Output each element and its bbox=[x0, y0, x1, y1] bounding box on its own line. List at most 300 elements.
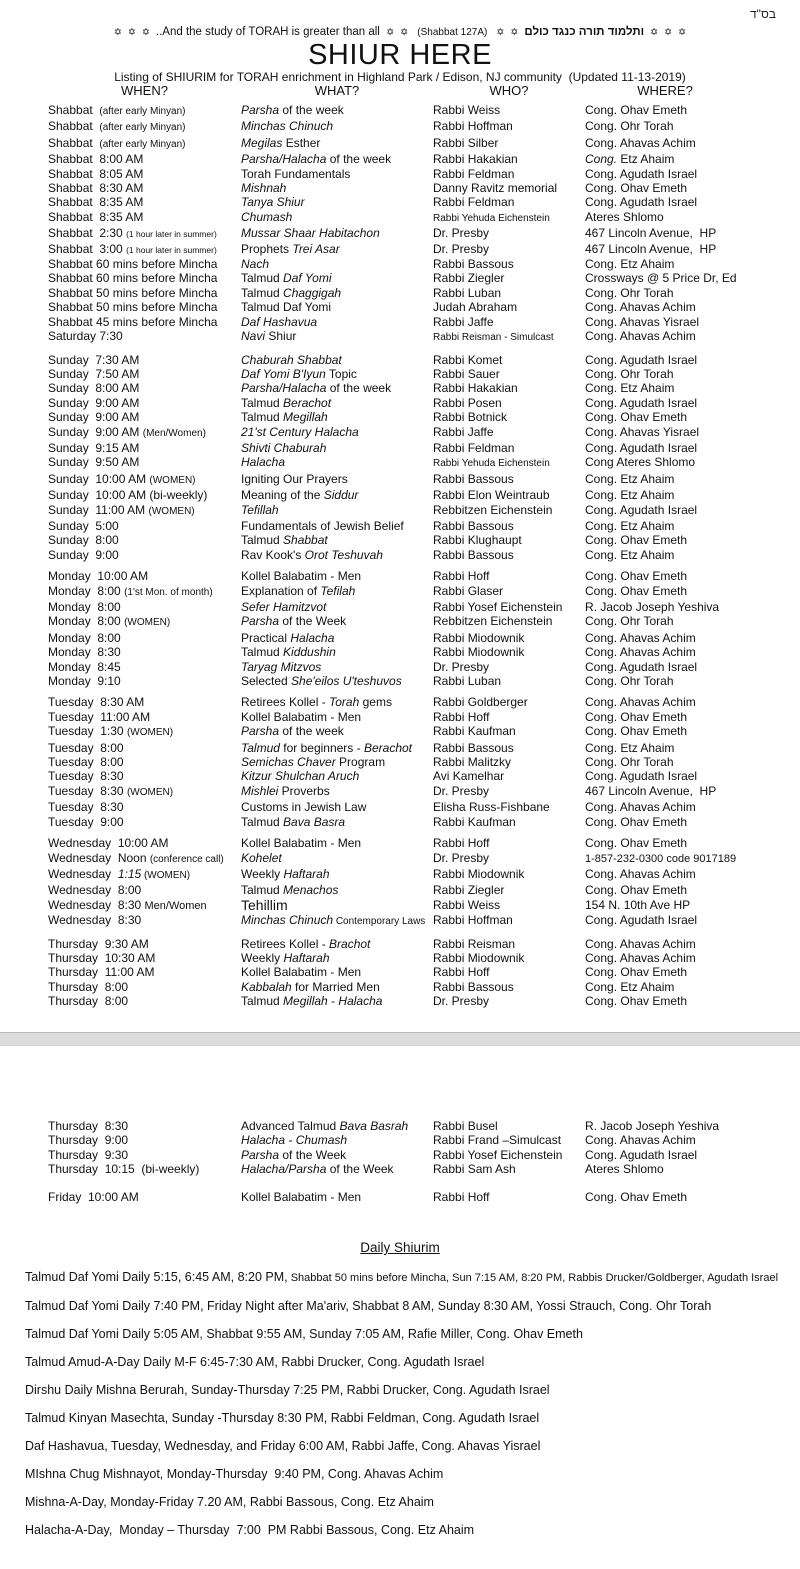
cell-where: Cong. Ohav Emeth bbox=[585, 709, 688, 724]
text-segment: Shabbat bbox=[48, 103, 100, 117]
shiur-row bbox=[48, 1133, 800, 1147]
cell-who: Rabbi Hakakian bbox=[433, 152, 518, 167]
cell-who: Rabbi Yosef Eichenstein bbox=[433, 600, 563, 614]
cell-who: Rabbi Botnick bbox=[433, 410, 508, 425]
cell-when: Tuesday 8:00 bbox=[48, 755, 124, 770]
cell-what: Kollel Balabatim - Men bbox=[241, 569, 362, 584]
cell-what bbox=[241, 103, 433, 119]
daily-shiur-line: Talmud Kinyan Masechta, Sunday -Thursday 8:30 PM, Rabbi Feldman, Cong. Agudath Israel bbox=[25, 1411, 540, 1426]
shiur-row bbox=[48, 210, 800, 226]
text-segment: (WOMEN) bbox=[126, 727, 174, 739]
text-segment: Selected bbox=[241, 674, 292, 689]
cell-who: Rabbi Luban bbox=[433, 674, 502, 689]
text-segment: Monday 8:00 bbox=[48, 614, 125, 629]
cell-where bbox=[585, 851, 800, 867]
cell-what: Torah Fundamentals bbox=[241, 166, 351, 181]
shiur-row bbox=[48, 226, 800, 241]
cell-where: Cong. Agudath Israel bbox=[585, 659, 698, 674]
text-segment: of the week bbox=[279, 724, 344, 739]
cell-who: Rabbi Komet bbox=[433, 352, 503, 367]
shiur-row bbox=[48, 1148, 800, 1162]
cell-where: Cong. Ohav Emeth bbox=[585, 410, 688, 425]
daily-shiur-line: Dirshu Daily Mishna Berurah, Sunday-Thursday 7:25 PM, Rabbi Drucker, Cong. Agudath Israel bbox=[25, 1383, 550, 1398]
cell-who: Dr. Presby bbox=[433, 241, 490, 256]
cell-where: Cong. Ahavas Achim bbox=[585, 630, 696, 645]
text-segment: (1 hour later in summer) bbox=[126, 229, 217, 240]
cell-where: 467 Lincoln Avenue, HP bbox=[585, 226, 717, 241]
cell-who: Rabbi Reisman bbox=[433, 936, 516, 951]
text-segment: Megillah bbox=[283, 994, 328, 1009]
star-of-david-icon: ✡ ✡ bbox=[487, 27, 525, 38]
text-segment: of the week bbox=[326, 152, 392, 167]
text-segment: Talmud bbox=[241, 533, 284, 548]
cell-where: Cong. Agudath Israel bbox=[585, 195, 698, 210]
shiur-row bbox=[48, 994, 800, 1008]
shiur-row bbox=[48, 569, 800, 583]
text-segment: Cong. bbox=[585, 152, 618, 167]
cell-when bbox=[48, 898, 241, 913]
page-break-separator bbox=[0, 1032, 800, 1046]
day-group bbox=[48, 103, 800, 346]
text-segment: (WOMEN) bbox=[149, 474, 196, 486]
text-segment: of the week bbox=[326, 381, 392, 396]
text-segment: Topic bbox=[325, 366, 357, 381]
cell-what bbox=[241, 119, 433, 135]
shiur-row bbox=[48, 329, 800, 345]
cell-where: Ateres Shlomo bbox=[585, 1162, 664, 1177]
cell-what bbox=[241, 503, 433, 519]
shiur-row bbox=[48, 614, 800, 630]
text-segment: Kitzur Shulchan Aruch bbox=[241, 769, 360, 784]
text-segment: Navi bbox=[241, 329, 266, 344]
cell-when bbox=[48, 226, 241, 241]
cell-where: Cong. Ohav Emeth bbox=[585, 724, 688, 739]
cell-what bbox=[241, 396, 433, 410]
day-group bbox=[48, 695, 800, 829]
text-segment: Talmud bbox=[241, 285, 284, 300]
shiur-row bbox=[48, 519, 800, 533]
cell-what bbox=[241, 271, 433, 285]
shiur-row bbox=[48, 631, 800, 645]
cell-when: Shabbat 8:00 AM bbox=[48, 152, 144, 167]
text-segment: Tefilah bbox=[320, 583, 356, 598]
cell-who: Avi Kamelhar bbox=[433, 769, 505, 784]
cell-when bbox=[48, 136, 241, 152]
cell-who: Rabbi Silber bbox=[433, 135, 499, 150]
daily-shiur-line: Daf Hashavua, Tuesday, Wednesday, and Friday 6:00 AM, Rabbi Jaffe, Cong. Ahavas Yisrael bbox=[25, 1439, 541, 1454]
cell-who: Rabbi Weiss bbox=[433, 103, 501, 117]
cell-what bbox=[241, 645, 433, 659]
cell-what: Kollel Balabatim - Men bbox=[241, 709, 362, 724]
text-segment: Monday 8:00 bbox=[48, 583, 125, 598]
shiur-row bbox=[48, 800, 800, 814]
cell-who: Rabbi Bassous bbox=[433, 518, 514, 533]
text-segment: Wednesday Noon bbox=[48, 850, 150, 865]
cell-when: Sunday 10:00 AM (bi-weekly) bbox=[48, 488, 208, 503]
cell-who: Rebbitzen Eichenstein bbox=[433, 614, 553, 629]
cell-when bbox=[48, 103, 241, 119]
cell-who: Rabbi Glaser bbox=[433, 583, 504, 598]
cell-what bbox=[241, 741, 433, 755]
cell-when: Monday 10:00 AM bbox=[48, 569, 149, 584]
shiur-row bbox=[48, 1162, 800, 1176]
text-segment: She'eilos U'teshuvos bbox=[291, 674, 402, 689]
shiur-row bbox=[48, 724, 800, 740]
shiur-row bbox=[48, 136, 800, 152]
daily-shiur-line: MIshna Chug Mishnayot, Monday-Thursday 9:40 PM, Cong. Ahavas Achim bbox=[25, 1467, 444, 1482]
cell-who: Rabbi Bassous bbox=[433, 471, 514, 486]
cell-who: Rabbi Miodownik bbox=[433, 645, 525, 660]
cell-what bbox=[241, 724, 433, 740]
cell-what bbox=[241, 913, 433, 929]
text-segment: (after early Minyan) bbox=[99, 106, 186, 117]
cell-what bbox=[241, 488, 433, 502]
page-title: SHIUR HERE bbox=[308, 39, 492, 71]
cell-where: Cong. Etz Ahaim bbox=[585, 488, 675, 503]
text-segment: Explanation of bbox=[241, 583, 321, 598]
cell-where: Cong. Ohav Emeth bbox=[585, 994, 688, 1009]
cell-who: Dr. Presby bbox=[433, 226, 490, 241]
text-segment: Esther bbox=[282, 135, 321, 150]
cell-what bbox=[241, 381, 433, 395]
cell-what: Igniting Our Prayers bbox=[241, 471, 348, 486]
cell-who: Rabbi Yosef Eichenstein bbox=[433, 1147, 563, 1162]
cell-who: Rabbi Klughaupt bbox=[433, 533, 522, 548]
cell-who: Rabbi Jaffe bbox=[433, 314, 494, 329]
cell-what bbox=[241, 614, 433, 630]
cell-where: Cong. Ahavas Achim bbox=[585, 645, 696, 660]
cell-where: 467 Lincoln Avenue, HP bbox=[585, 783, 717, 798]
cell-what bbox=[241, 257, 433, 271]
text-segment: Sunday 11:00 AM bbox=[48, 502, 149, 517]
shiur-row bbox=[48, 784, 800, 800]
text-segment: (WOMEN) bbox=[141, 869, 191, 881]
text-segment: 1-857-232-0300 code 9017189 bbox=[585, 852, 737, 865]
shiur-row bbox=[48, 1190, 800, 1204]
shiur-row bbox=[48, 410, 800, 424]
cell-who: Dr. Presby bbox=[433, 994, 490, 1009]
text-segment: Talmud bbox=[241, 814, 284, 829]
cell-when bbox=[48, 851, 241, 867]
cell-who: Dr. Presby bbox=[433, 659, 490, 674]
shiur-row bbox=[48, 257, 800, 271]
cell-where: Cong. Ohr Torah bbox=[585, 674, 674, 689]
cell-where: Cong. Ahavas Achim bbox=[585, 135, 696, 150]
shiur-row bbox=[48, 286, 800, 300]
cell-when: Monday 8:00 bbox=[48, 600, 121, 614]
cell-what bbox=[241, 1162, 433, 1176]
shiur-row bbox=[48, 755, 800, 769]
text-segment: Talmud bbox=[241, 271, 284, 286]
shiur-row bbox=[48, 660, 800, 674]
text-segment: Megillah bbox=[283, 410, 328, 425]
cell-what bbox=[241, 755, 433, 769]
column-header-when: WHEN? bbox=[121, 83, 168, 98]
text-segment: Shabbat bbox=[283, 533, 328, 548]
cell-who: Rabbi Kaufman bbox=[433, 724, 516, 739]
text-segment: Mishlei bbox=[241, 783, 279, 798]
cell-where: Cong. Ohav Emeth bbox=[585, 583, 688, 598]
cell-who: Dr. Presby bbox=[433, 850, 490, 865]
cell-where: Ateres Shlomo bbox=[585, 209, 664, 224]
cell-when: Shabbat 8:05 AM bbox=[48, 166, 144, 181]
cell-when bbox=[48, 503, 241, 519]
cell-when: Monday 8:45 bbox=[48, 659, 121, 674]
cell-when: Sunday 5:00 bbox=[48, 518, 119, 533]
subtitle: Listing of SHIURIM for TORAH enrichment in Highland Park / Edison, NJ community (Updated 11-13-2019) bbox=[114, 70, 686, 84]
text-segment: Torah bbox=[329, 695, 360, 710]
cell-what bbox=[241, 367, 433, 381]
shiur-row bbox=[48, 937, 800, 951]
cell-where: 467 Lincoln Avenue, HP bbox=[585, 241, 717, 256]
cell-when: Sunday 9:00 bbox=[48, 547, 119, 562]
text-segment: Proverbs bbox=[278, 783, 330, 798]
cell-what bbox=[241, 441, 433, 455]
cell-when bbox=[48, 425, 241, 441]
cell-when: Shabbat 60 mins before Mincha bbox=[48, 271, 218, 286]
cell-when bbox=[48, 784, 241, 800]
text-segment: Menachos bbox=[283, 883, 339, 898]
cell-what bbox=[241, 181, 433, 195]
cell-where: Cong. Etz Ahaim bbox=[585, 547, 675, 562]
text-segment: of the Week bbox=[279, 1147, 347, 1162]
cell-when: Tuesday 8:30 bbox=[48, 800, 124, 815]
text-segment: Shabbat 3:00 bbox=[48, 241, 127, 256]
text-segment: Berachot bbox=[363, 740, 412, 755]
cell-what: Kollel Balabatim - Men bbox=[241, 836, 362, 851]
cell-when: Sunday 9:00 AM bbox=[48, 410, 140, 425]
cell-what bbox=[241, 136, 433, 152]
text-segment: Parsha bbox=[241, 724, 280, 739]
cell-who: Rabbi Feldman bbox=[433, 440, 515, 455]
text-segment: Etz Ahaim bbox=[617, 152, 675, 167]
shiur-row bbox=[48, 181, 800, 195]
cell-who: Dr. Presby bbox=[433, 783, 490, 798]
shiur-row bbox=[48, 965, 800, 979]
shiur-row bbox=[48, 425, 800, 441]
text-segment: Program bbox=[335, 755, 386, 770]
shiur-row bbox=[48, 867, 800, 883]
shiur-row bbox=[48, 488, 800, 502]
cell-what bbox=[241, 937, 433, 951]
shiur-row bbox=[48, 548, 800, 562]
daily-shiurim-heading bbox=[0, 1240, 800, 1256]
cell-who bbox=[433, 329, 585, 345]
cell-when: Thursday 9:30 bbox=[48, 1147, 129, 1162]
text-segment: Halacha bbox=[338, 994, 383, 1009]
cell-who: Rabbi Hoffman bbox=[433, 913, 513, 928]
cell-what bbox=[241, 994, 433, 1008]
cell-where: Cong. Ohav Emeth bbox=[585, 103, 688, 117]
text-segment: Parsha bbox=[241, 614, 280, 629]
shiur-row bbox=[48, 1119, 800, 1133]
cell-what bbox=[241, 898, 433, 913]
column-header-who: WHO? bbox=[489, 83, 529, 98]
cell-when: Monday 8:30 bbox=[48, 645, 121, 660]
cell-where: Cong. Agudath Israel bbox=[585, 502, 698, 517]
cell-what: Kollel Balabatim - Men bbox=[241, 965, 362, 980]
cell-who: Rabbi Kaufman bbox=[433, 814, 516, 829]
torah-study-tagline bbox=[0, 0, 800, 38]
text-segment: Kohelet bbox=[241, 850, 282, 865]
shiur-row bbox=[48, 741, 800, 755]
cell-what bbox=[241, 769, 433, 783]
cell-when: Sunday 7:30 AM bbox=[48, 352, 140, 367]
text-segment: ותלמוד תורה כנגד כולם bbox=[524, 26, 645, 38]
cell-what bbox=[241, 1119, 433, 1133]
cell-where: Cong. Ahavas Yisrael bbox=[585, 424, 700, 439]
cell-where: Cong. Ahavas Yisrael bbox=[585, 314, 700, 329]
text-segment: (WOMEN) bbox=[124, 617, 171, 629]
cell-where: Cong. Etz Ahaim bbox=[585, 740, 675, 755]
text-segment: Minchas Chinuch bbox=[241, 913, 334, 928]
cell-who: Rabbi Bassous bbox=[433, 979, 514, 994]
text-segment: Retirees Kollel - bbox=[241, 936, 330, 951]
text-segment: Haftarah bbox=[283, 950, 330, 965]
cell-when: Thursday 10:30 AM bbox=[48, 950, 156, 965]
cell-who: Rabbi Feldman bbox=[433, 166, 515, 181]
text-segment: Rabbi Reisman - Simulcast bbox=[433, 332, 554, 344]
column-headers bbox=[0, 85, 800, 97]
cell-when: Tuesday 8:00 bbox=[48, 740, 124, 755]
cell-when: Monday 9:10 bbox=[48, 674, 121, 689]
text-segment: Chaggigah bbox=[283, 285, 342, 300]
text-segment: Wednesday bbox=[48, 866, 118, 881]
cell-when: Tuesday 9:00 bbox=[48, 814, 124, 829]
cell-where: Cong. Etz Ahaim bbox=[585, 518, 675, 533]
cell-who: Rabbi Posen bbox=[433, 395, 502, 410]
cell-when: Thursday 11:00 AM bbox=[48, 965, 155, 980]
cell-where: Cong. Ohav Emeth bbox=[585, 181, 688, 196]
cell-who bbox=[433, 210, 585, 226]
text-segment: Taryag Mitzvos bbox=[241, 659, 322, 674]
text-segment: for Married Men bbox=[291, 979, 380, 994]
cell-when: Shabbat 50 mins before Mincha bbox=[48, 300, 218, 315]
cell-when: Friday 10:00 AM bbox=[48, 1189, 139, 1204]
cell-where: Cong. Agudath Israel bbox=[585, 395, 698, 410]
text-segment: Shiur bbox=[265, 329, 297, 344]
star-of-david-icon: ✡ ✡ ✡ bbox=[113, 27, 156, 38]
shiur-row bbox=[48, 472, 800, 488]
cell-when bbox=[48, 724, 241, 740]
cell-where: Cong. Ohav Emeth bbox=[585, 836, 688, 851]
day-group bbox=[48, 1119, 800, 1177]
text-segment: Halacha bbox=[290, 630, 335, 645]
shiur-row bbox=[48, 503, 800, 519]
cell-when: Thursday 9:30 AM bbox=[48, 936, 149, 951]
cell-when bbox=[48, 614, 241, 630]
cell-who: Rabbi Weiss bbox=[433, 897, 501, 912]
shiur-table-page-2 bbox=[0, 1119, 800, 1204]
cell-when: Wednesday 10:00 AM bbox=[48, 836, 169, 851]
daily-shiur-line: Talmud Daf Yomi Daily 5:05 AM, Shabbat 9:55 AM, Sunday 7:05 AM, Rafie Miller, Cong. Ohav Emeth bbox=[25, 1327, 583, 1342]
cell-where: Cong. Ahavas Achim bbox=[585, 936, 696, 951]
text-segment: Kabbalah bbox=[241, 979, 292, 994]
text-segment: Mishnah bbox=[241, 181, 287, 196]
text-segment: for beginners - bbox=[279, 740, 364, 755]
cell-where: Cong. Agudath Israel bbox=[585, 440, 698, 455]
shiur-row bbox=[48, 674, 800, 688]
cell-who: Rabbi Bassous bbox=[433, 257, 514, 272]
cell-when bbox=[48, 242, 241, 257]
text-segment: Parsha bbox=[241, 103, 280, 117]
cell-what bbox=[241, 1133, 433, 1147]
cell-what bbox=[241, 226, 433, 241]
cell-where bbox=[585, 152, 800, 166]
shiur-row bbox=[48, 710, 800, 724]
cell-where: 154 N. 10th Ave HP bbox=[585, 897, 691, 912]
cell-when: Tuesday 8:30 AM bbox=[48, 695, 145, 710]
cell-who: Rabbi Goldberger bbox=[433, 695, 528, 710]
cell-when: Sunday 7:50 AM bbox=[48, 366, 140, 381]
cell-what bbox=[241, 867, 433, 883]
cell-where: Cong. Ohr Torah bbox=[585, 755, 674, 770]
cell-what bbox=[241, 533, 433, 547]
text-segment: Bava Basrah bbox=[339, 1119, 409, 1133]
shiur-row bbox=[48, 695, 800, 709]
text-segment: (WOMEN) bbox=[148, 505, 195, 517]
cell-what bbox=[241, 674, 433, 688]
text-segment: Talmud bbox=[241, 994, 284, 1009]
cell-where: Cong. Ahavas Achim bbox=[585, 1133, 696, 1148]
cell-what: Talmud Daf Yomi bbox=[241, 300, 332, 315]
day-group bbox=[48, 836, 800, 929]
cell-when bbox=[48, 584, 241, 600]
cell-what bbox=[241, 980, 433, 994]
shiur-row bbox=[48, 898, 800, 913]
cell-who: Rabbi Ziegler bbox=[433, 883, 505, 898]
cell-when: Shabbat 8:35 AM bbox=[48, 209, 144, 224]
cell-who: Rabbi Hoff bbox=[433, 569, 490, 584]
text-segment: Berachot bbox=[283, 395, 332, 410]
text-segment: (Shabbat 127A) bbox=[417, 27, 488, 38]
text-segment: Advanced Talmud bbox=[241, 1119, 340, 1133]
star-of-david-icon: ✡ ✡ ✡ bbox=[644, 27, 687, 38]
text-segment: Daf Yomi B'Iyun bbox=[241, 366, 326, 381]
text-segment: Retirees Kollel - bbox=[241, 695, 330, 710]
text-segment: Tefillah bbox=[241, 502, 279, 517]
daily-shiur-line: Talmud Daf Yomi Daily 7:40 PM, Friday Night after Ma'ariv, Shabbat 8 AM, Sunday 8:30 AM, Yossi Strauch, Cong. Ohr Torah bbox=[25, 1299, 712, 1314]
cell-who: Rabbi Hoff bbox=[433, 709, 490, 724]
cell-when: Sunday 8:00 bbox=[48, 533, 119, 548]
shiur-row bbox=[48, 353, 800, 367]
text-segment: of the Week bbox=[326, 1162, 394, 1177]
cell-where: Cong. Agudath Israel bbox=[585, 1147, 698, 1162]
cell-who: Rabbi Sauer bbox=[433, 366, 500, 381]
text-segment: Daf Hashavua bbox=[241, 314, 318, 329]
cell-who: Rabbi Malitzky bbox=[433, 755, 512, 770]
cell-who: Rebbitzen Eichenstein bbox=[433, 502, 553, 517]
cell-who: Rabbi Ziegler bbox=[433, 271, 505, 286]
cell-where: Cong Ateres Shlomo bbox=[585, 455, 696, 470]
text-segment: Semichas Chaver bbox=[241, 755, 336, 770]
cell-what bbox=[241, 883, 433, 897]
shiur-row bbox=[48, 815, 800, 829]
shiur-row bbox=[48, 951, 800, 965]
text-segment: Talmud Daf Yomi Daily 5:15, 6:45 AM, 8:20 PM, bbox=[25, 1270, 288, 1285]
cell-what bbox=[241, 660, 433, 674]
cell-when: Sunday 9:15 AM bbox=[48, 440, 140, 455]
shiur-row bbox=[48, 533, 800, 547]
cell-when: Monday 8:00 bbox=[48, 630, 121, 645]
cell-where: Cong. Ahavas Achim bbox=[585, 329, 696, 344]
cell-what bbox=[241, 210, 433, 226]
cell-what bbox=[241, 315, 433, 329]
shiur-row bbox=[48, 584, 800, 600]
cell-who: Rabbi Luban bbox=[433, 285, 502, 300]
cell-when: Shabbat 8:35 AM bbox=[48, 195, 144, 210]
cell-who bbox=[433, 455, 585, 471]
